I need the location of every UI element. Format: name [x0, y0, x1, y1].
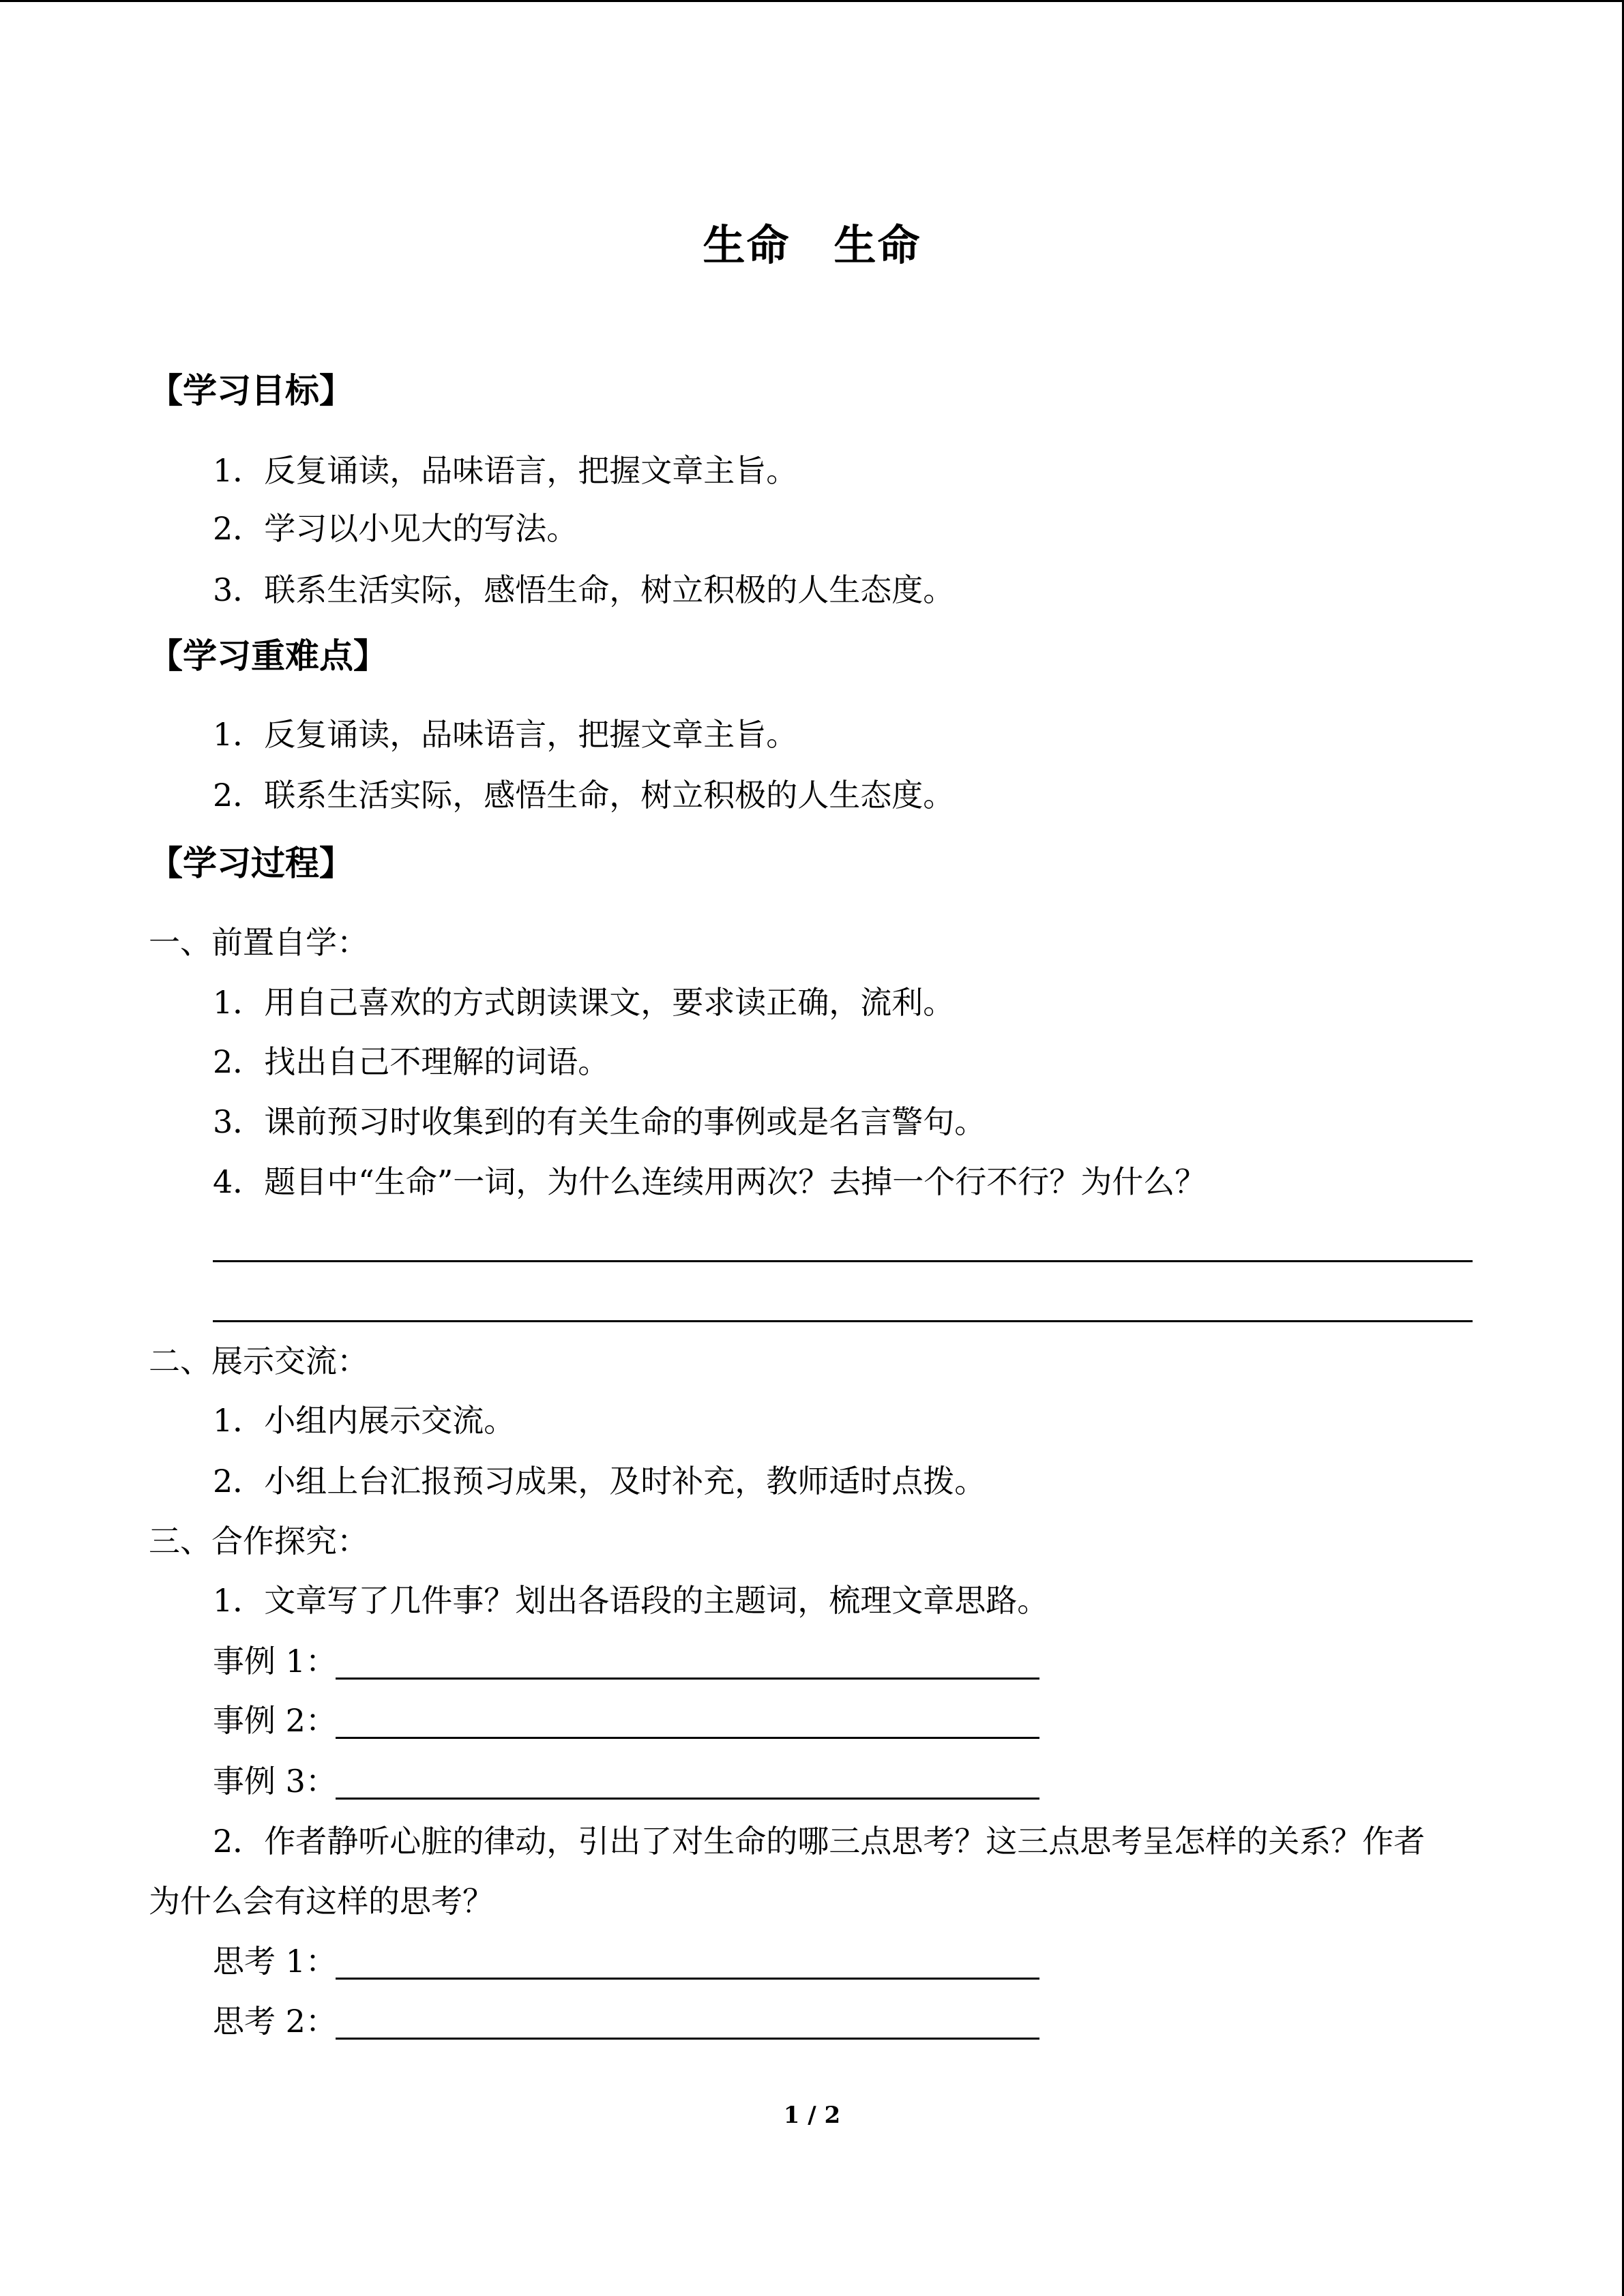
answer-line[interactable]	[213, 1260, 1473, 1262]
process-heading: 【学习过程】	[149, 843, 353, 883]
part3-question-2-line1: 2．作者静听心脏的律动，引出了对生命的哪三点思考？这三点思考呈怎样的关系？作者	[213, 1823, 1426, 1860]
part1-item-4: 4．题目中“生命”一词，为什么连续用两次？去掉一个行不行？为什么？	[213, 1163, 1207, 1200]
part2-title: 二、展示交流：	[149, 1343, 368, 1380]
part1-title: 一、前置自学：	[149, 924, 368, 961]
key-points-heading: 【学习重难点】	[149, 636, 387, 676]
example-label-2: 事例 2：	[213, 1702, 337, 1739]
example-1-answer-line[interactable]	[336, 1678, 1039, 1680]
page-number: 1 / 2	[783, 2102, 841, 2129]
thought-1-answer-line[interactable]	[336, 1978, 1039, 1980]
part1-item-2: 2．找出自己不理解的词语。	[213, 1043, 610, 1080]
thought-2-answer-line[interactable]	[336, 2038, 1039, 2040]
example-3-answer-line[interactable]	[336, 1798, 1039, 1800]
objective-item-3: 3．联系生活实际，感悟生命，树立积极的人生态度。	[213, 571, 955, 608]
objective-item-1: 1．反复诵读，品味语言，把握文章主旨。	[213, 452, 798, 489]
part2-item-1: 1．小组内展示交流。	[213, 1402, 516, 1439]
example-label-1: 事例 1：	[213, 1643, 337, 1680]
objectives-heading: 【学习目标】	[149, 370, 353, 411]
part1-item-1: 1．用自己喜欢的方式朗读课文，要求读正确，流利。	[213, 984, 955, 1021]
thought-label-1: 思考 1：	[213, 1943, 337, 1980]
part3-question-2-line2: 为什么会有这样的思考？	[149, 1883, 494, 1920]
example-label-3: 事例 3：	[213, 1763, 337, 1800]
key-point-item-2: 2．联系生活实际，感悟生命，树立积极的人生态度。	[213, 777, 955, 814]
page-border-top	[0, 0, 1624, 2]
answer-line[interactable]	[213, 1320, 1473, 1322]
thought-label-2: 思考 2：	[213, 2003, 337, 2040]
part2-item-2: 2．小组上台汇报预习成果，及时补充，教师适时点拨。	[213, 1463, 986, 1500]
page-title: 生命 生命	[703, 220, 921, 270]
part1-item-3: 3．课前预习时收集到的有关生命的事例或是名言警句。	[213, 1103, 986, 1140]
objective-item-2: 2．学习以小见大的写法。	[213, 510, 578, 547]
key-point-item-1: 1．反复诵读，品味语言，把握文章主旨。	[213, 716, 798, 753]
example-2-answer-line[interactable]	[336, 1737, 1039, 1739]
part3-title: 三、合作探究：	[149, 1523, 368, 1560]
part3-question-1: 1．文章写了几件事？划出各语段的主题词，梳理文章思路。	[213, 1582, 1049, 1619]
